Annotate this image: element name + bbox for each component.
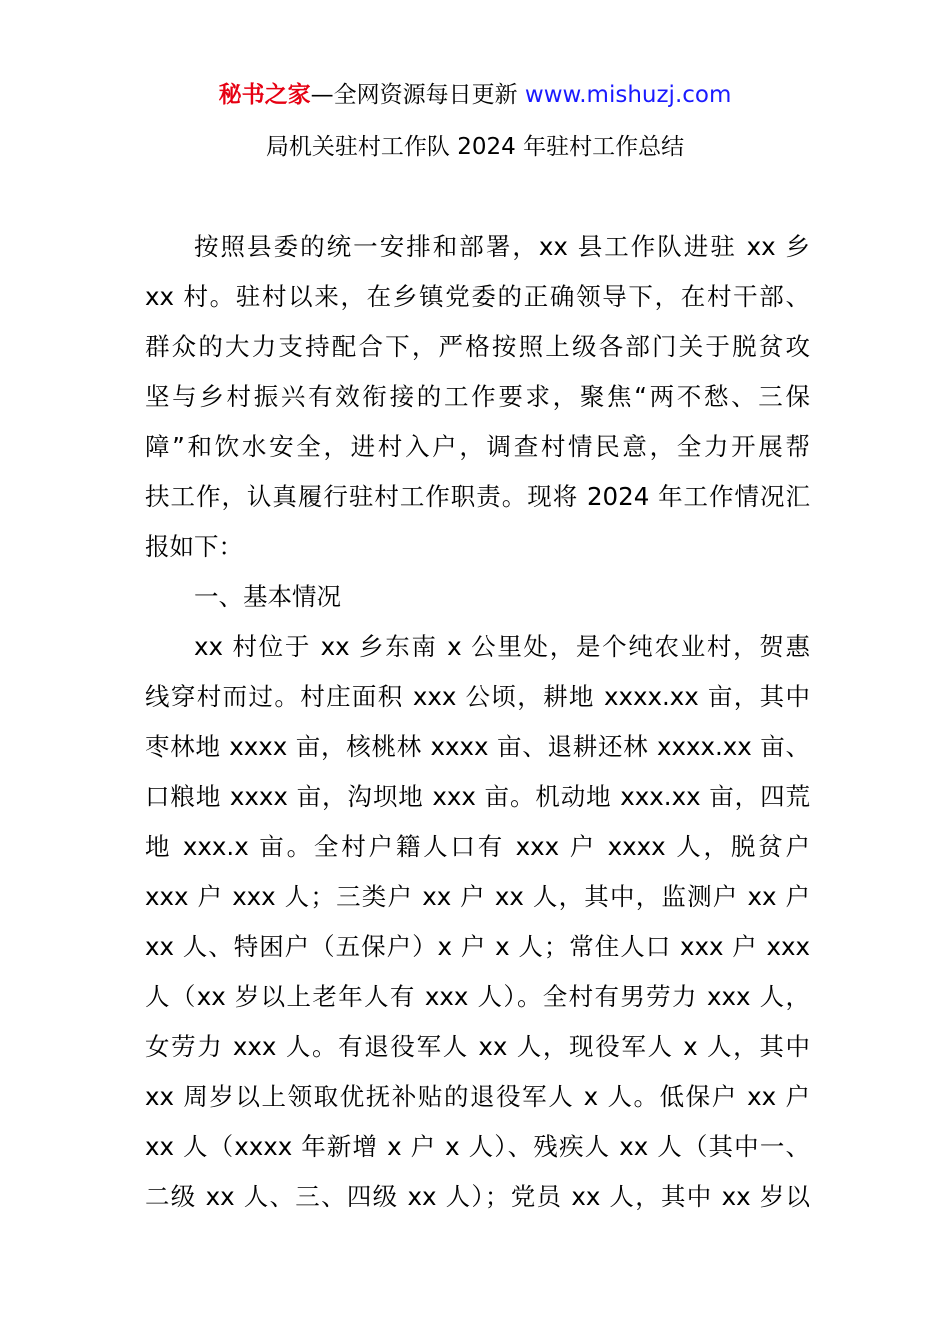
text-line: 人（xx 岁以上老年人有 xxx 人）。全村有男劳力 xxx 人， [145,982,810,1011]
section-heading-text: 一、基本情况 [194,582,341,611]
text-line: 扶工作，认真履行驻村工作职责。现将 2024 年工作情况汇 [145,482,810,511]
text-line: xx 周岁以上领取优抚补贴的退役军人 x 人。低保户 xx 户 [145,1082,810,1111]
paragraph-basic-info [145,622,810,1222]
text-line: 二级 xx 人、三、四级 xx 人）；党员 xx 人，其中 xx 岁以 [145,1182,810,1211]
text-line: xx 人（xxxx 年新增 x 户 x 人）、残疾人 xx 人（其中一、 [145,1132,810,1161]
document-title: 局机关驻村工作队 2024 年驻村工作总结 [265,134,685,160]
text-line: 群众的大力支持配合下，严格按照上级各部门关于脱贫攻 [145,332,810,361]
text-line: 口粮地 xxxx 亩，沟坝地 xxx 亩。机动地 xxx.xx 亩，四荒 [145,782,810,811]
text-line: 地 xxx.x 亩。全村户籍人口有 xxx 户 xxxx 人，脱贫户 [145,832,810,861]
site-header [0,78,950,112]
brand-name: 秘书之家 [218,82,311,108]
text-line: 障”和饮水安全，进村入户，调查村情民意，全力开展帮 [145,432,810,461]
site-tagline: —全网资源每日更新 [310,82,525,108]
text-line: 线穿村而过。村庄面积 xxx 公顷，耕地 xxxx.xx 亩，其中 [145,682,810,711]
text-line: xx 人、特困户（五保户）x 户 x 人；常住人口 xxx 户 xxx [145,932,810,961]
site-url-link[interactable]: www.mishuzj.com [524,82,732,108]
paragraph-intro [145,222,810,572]
text-line: 女劳力 xxx 人。有退役军人 xx 人，现役军人 x 人，其中 [145,1032,810,1061]
text-line: 报如下： [145,532,243,561]
text-line: xx 村。驻村以来，在乡镇党委的正确领导下，在村干部、 [145,282,810,311]
text-line: 枣林地 xxxx 亩，核桃林 xxxx 亩、退耕还林 xxxx.xx 亩、 [145,732,810,761]
text-line: 坚与乡村振兴有效衔接的工作要求，聚焦“两不愁、三保 [145,382,810,411]
text-line: xxx 户 xxx 人；三类户 xx 户 xx 人，其中，监测户 xx 户 [145,882,810,911]
text-line: xx 村位于 xx 乡东南 x 公里处，是个纯农业村，贺惠 [194,632,810,661]
text-line: 按照县委的统一安排和部署，xx 县工作队进驻 xx 乡 [194,232,810,261]
section-heading [145,572,810,622]
